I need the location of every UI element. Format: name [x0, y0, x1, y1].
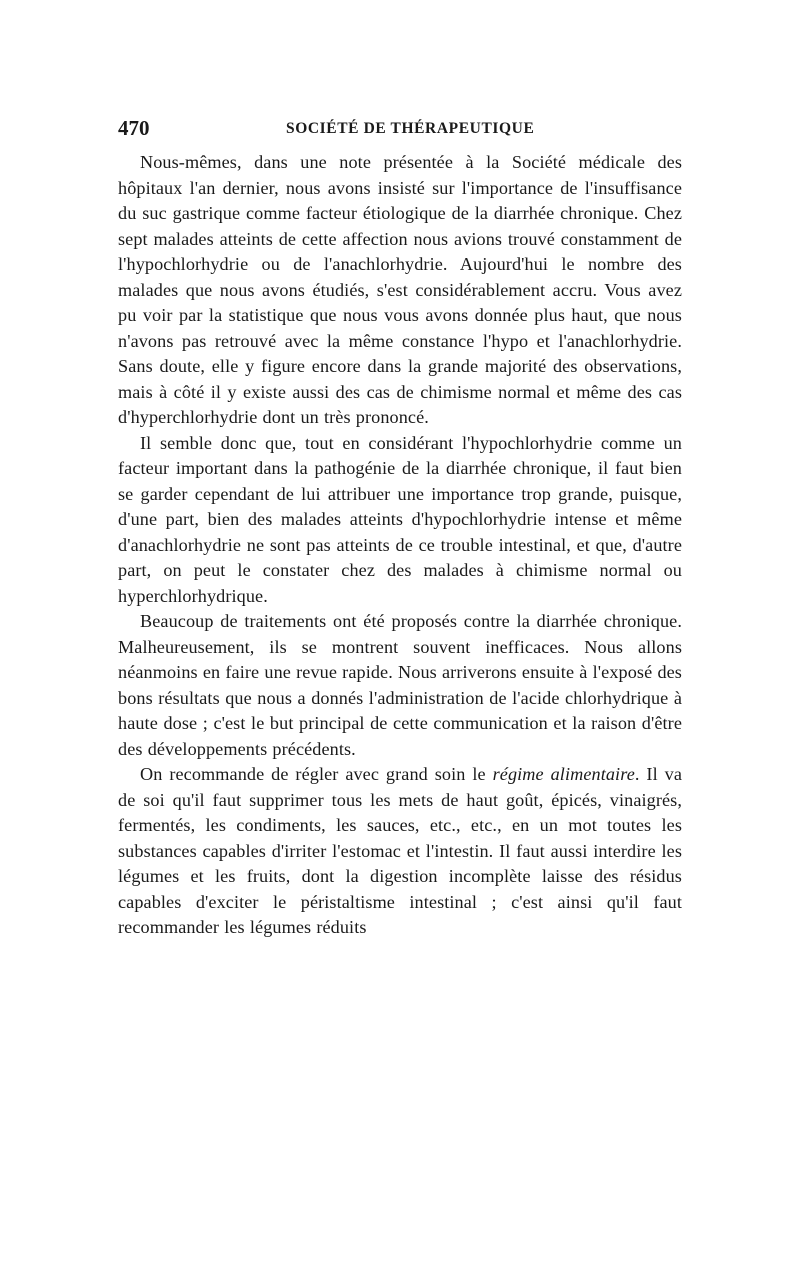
paragraph: Nous-mêmes, dans une note présentée à la Société médicale des hôpitaux l'an dernier, nous avons insisté sur l'importance de l'insuffisance du suc gastrique comme facteur étiologique de la diarrhée chronique. Chez sept malades atteints de cette affection nous avions trouvé constamment de l'hypochlorhydrie ou de l'anachlorhydrie. Aujourd'hui le nombre des malades que nous avons étudiés, s'est considérablement accru. Vous avez pu voir par la statistique que nous vous avons donnée plus haut, que nous n'avons pas retrouvé avec la même constance l'hypo et l'anachlorhydrie. Sans doute, elle y figure encore dans la grande majorité des observations, mais à côté il y existe aussi des cas de chimisme normal et même des cas d'hyperchlorhydrie dont un très prononcé.: [118, 152, 682, 427]
page-number: 470: [118, 116, 150, 140]
paragraph: [118, 762, 682, 941]
body-text: [118, 150, 682, 941]
paragraph: Il semble donc que, tout en considérant l'hypochlorhydrie comme un facteur important dans la pathogénie de la diarrhée chronique, il faut bien se garder cependant de lui attribuer une importance trop grande, puisque, d'une part, bien des malades atteints d'hypochlorhydrie intense et même d'anachlorhydrie ne sont pas atteints de ce trouble intestinal, et que, d'autre part, on peut le constater chez des malades à chimisme normal ou hyperchlorhydrique.: [118, 432, 682, 606]
page-header: [118, 116, 682, 140]
paragraph-text: On recommande de régler avec grand soin le: [140, 764, 493, 784]
running-title: SOCIÉTÉ DE THÉRAPEUTIQUE: [286, 120, 535, 137]
emphasized-term: régime alimentaire: [492, 764, 635, 784]
paragraph: Beaucoup de traitements ont été proposés contre la diarrhée chronique. Malheureusement, ils se montrent souvent inefficaces. Nous allons néanmoins en faire une revue rapide. Nous arriverons ensuite à l'exposé des bons résultats que nous a donnés l'administration de l'acide chlorhydrique à haute dose ; c'est le but principal de cette communication et la raison d'être des développements précédents.: [118, 611, 682, 759]
paragraph-text: . Il va de soi qu'il faut supprimer tous les mets de haut goût, épicés, vinaigrés, fermentés, les condiments, les sauces, etc., etc., en un mot toutes les substances capables d'irriter l'estomac et l'intestin. Il faut aussi interdire les légumes et les fruits, dont la digestion incomplète laisse des résidus capables d'exciter le péristaltisme intestinal ; c'est ainsi qu'il faut recommander les légumes réduits: [118, 764, 682, 937]
